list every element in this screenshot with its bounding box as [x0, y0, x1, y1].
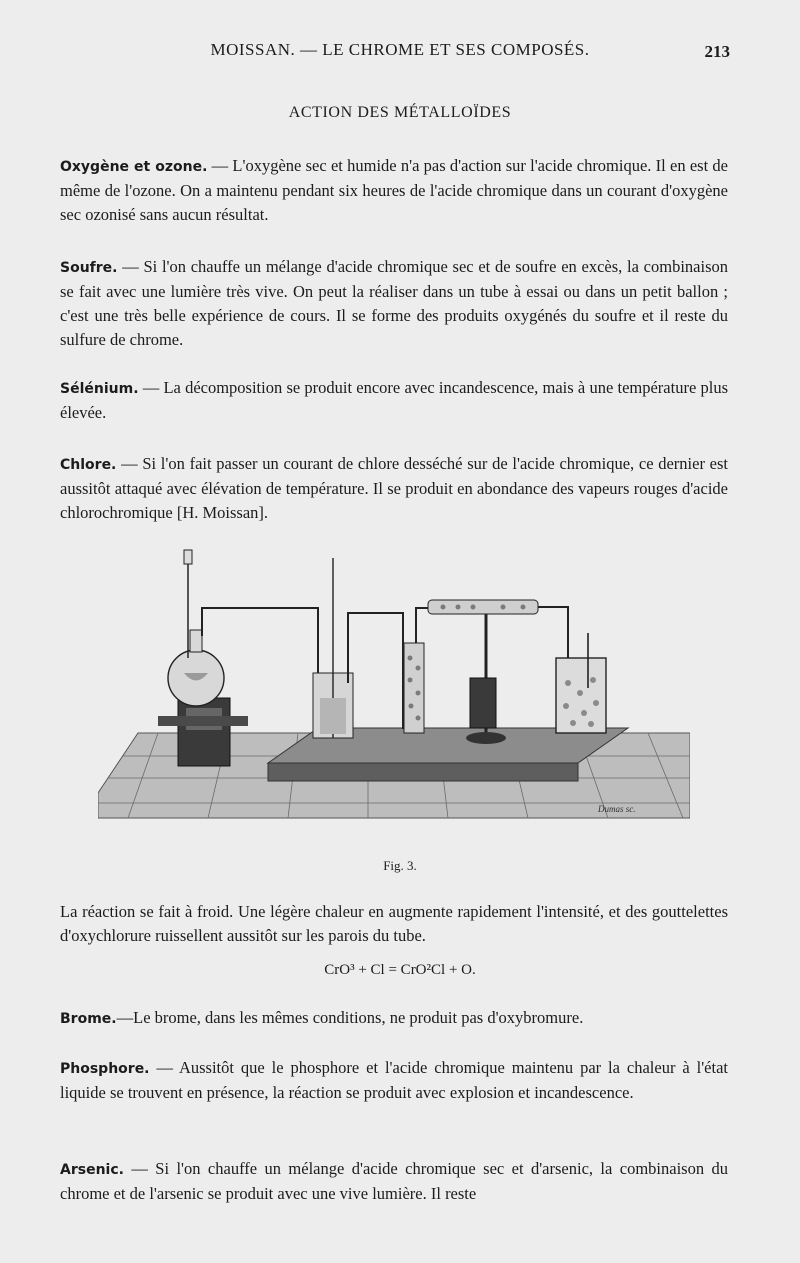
- paragraph-text: —Le brome, dans les mêmes conditions, ne produit pas d'oxybromure.: [116, 1008, 584, 1027]
- paragraph-arsenic: [60, 1157, 728, 1206]
- paragraph-text: — Si l'on chauffe un mélange d'acide chromique sec et de soufre en excès, la combinaison se fait avec une lumière très vive. On peut la réaliser dans un tube à essai ou dans un petit ballon ; c'est une très belle expérience de cours. Il se forme des produits oxygénés du soufre et il reste du sulfure de chrome.: [60, 257, 728, 349]
- paragraph-lead: Arsenic.: [60, 1162, 124, 1178]
- paragraph-lead: Phosphore.: [60, 1061, 150, 1077]
- page-number: 213: [704, 42, 730, 61]
- paragraph-selenium: [60, 376, 728, 425]
- paragraph-text: — Aussitôt que le phosphore et l'acide chromique maintenu par la chaleur à l'état liquide se trouvent en présence, la réaction se produit avec explosion et incandescence.: [60, 1058, 728, 1102]
- running-head: [0, 40, 800, 68]
- paragraph-brome: [60, 1006, 728, 1031]
- section-title: ACTION DES MÉTALLOÏDES: [288, 104, 512, 121]
- paragraph-text: La réaction se fait à froid. Une légère chaleur en augmente rapidement l'intensité, et des gouttelettes d'oxychlorure ruissellent aussitôt sur les parois du tube.: [60, 902, 728, 945]
- figure-apparatus-illustration: [98, 548, 690, 838]
- paragraph-text: — Si l'on fait passer un courant de chlore desséché sur de l'acide chromique, ce dernier est aussitôt attaqué avec élévation de température. Il se produit en abondance des vapeurs rouges d'acide chlorochromique [H. Moissan].: [60, 454, 728, 522]
- paragraph-lead: Sélénium.: [60, 381, 139, 397]
- paragraph-lead: Chlore.: [60, 457, 117, 473]
- paragraph-text: — Si l'on chauffe un mélange d'acide chromique sec et d'arsenic, la combinaison du chrome et de l'arsenic se produit avec une vive lumière. Il reste: [60, 1159, 728, 1203]
- paragraph-reaction: [60, 900, 728, 948]
- paragraph-lead: Brome.: [60, 1011, 117, 1027]
- paragraph-chlore: [60, 452, 728, 525]
- paragraph-oxygene: [60, 154, 728, 227]
- engraver-signature: Dumas sc.: [598, 804, 636, 814]
- paragraph-soufre: [60, 255, 728, 352]
- paragraph-lead: Oxygène et ozone.: [60, 159, 208, 175]
- chemical-formula: CrO³ + Cl = CrO²Cl + O.: [324, 962, 476, 978]
- paragraph-phosphore: [60, 1056, 728, 1105]
- paragraph-lead: Soufre.: [60, 260, 118, 276]
- running-title: MOISSAN. — LE CHROME ET SES COMPOSÉS.: [210, 40, 590, 59]
- paragraph-text: — L'oxygène sec et humide n'a pas d'action sur l'acide chromique. Il en est de même de l'ozone. On a maintenu pendant six heures de l'acide chromique dans un courant d'oxygène sec ozonisé sans aucun résultat.: [60, 156, 729, 224]
- figure-caption: Fig. 3.: [383, 858, 417, 873]
- paragraph-text: — La décomposition se produit encore avec incandescence, mais à une température plus élevée.: [60, 378, 728, 422]
